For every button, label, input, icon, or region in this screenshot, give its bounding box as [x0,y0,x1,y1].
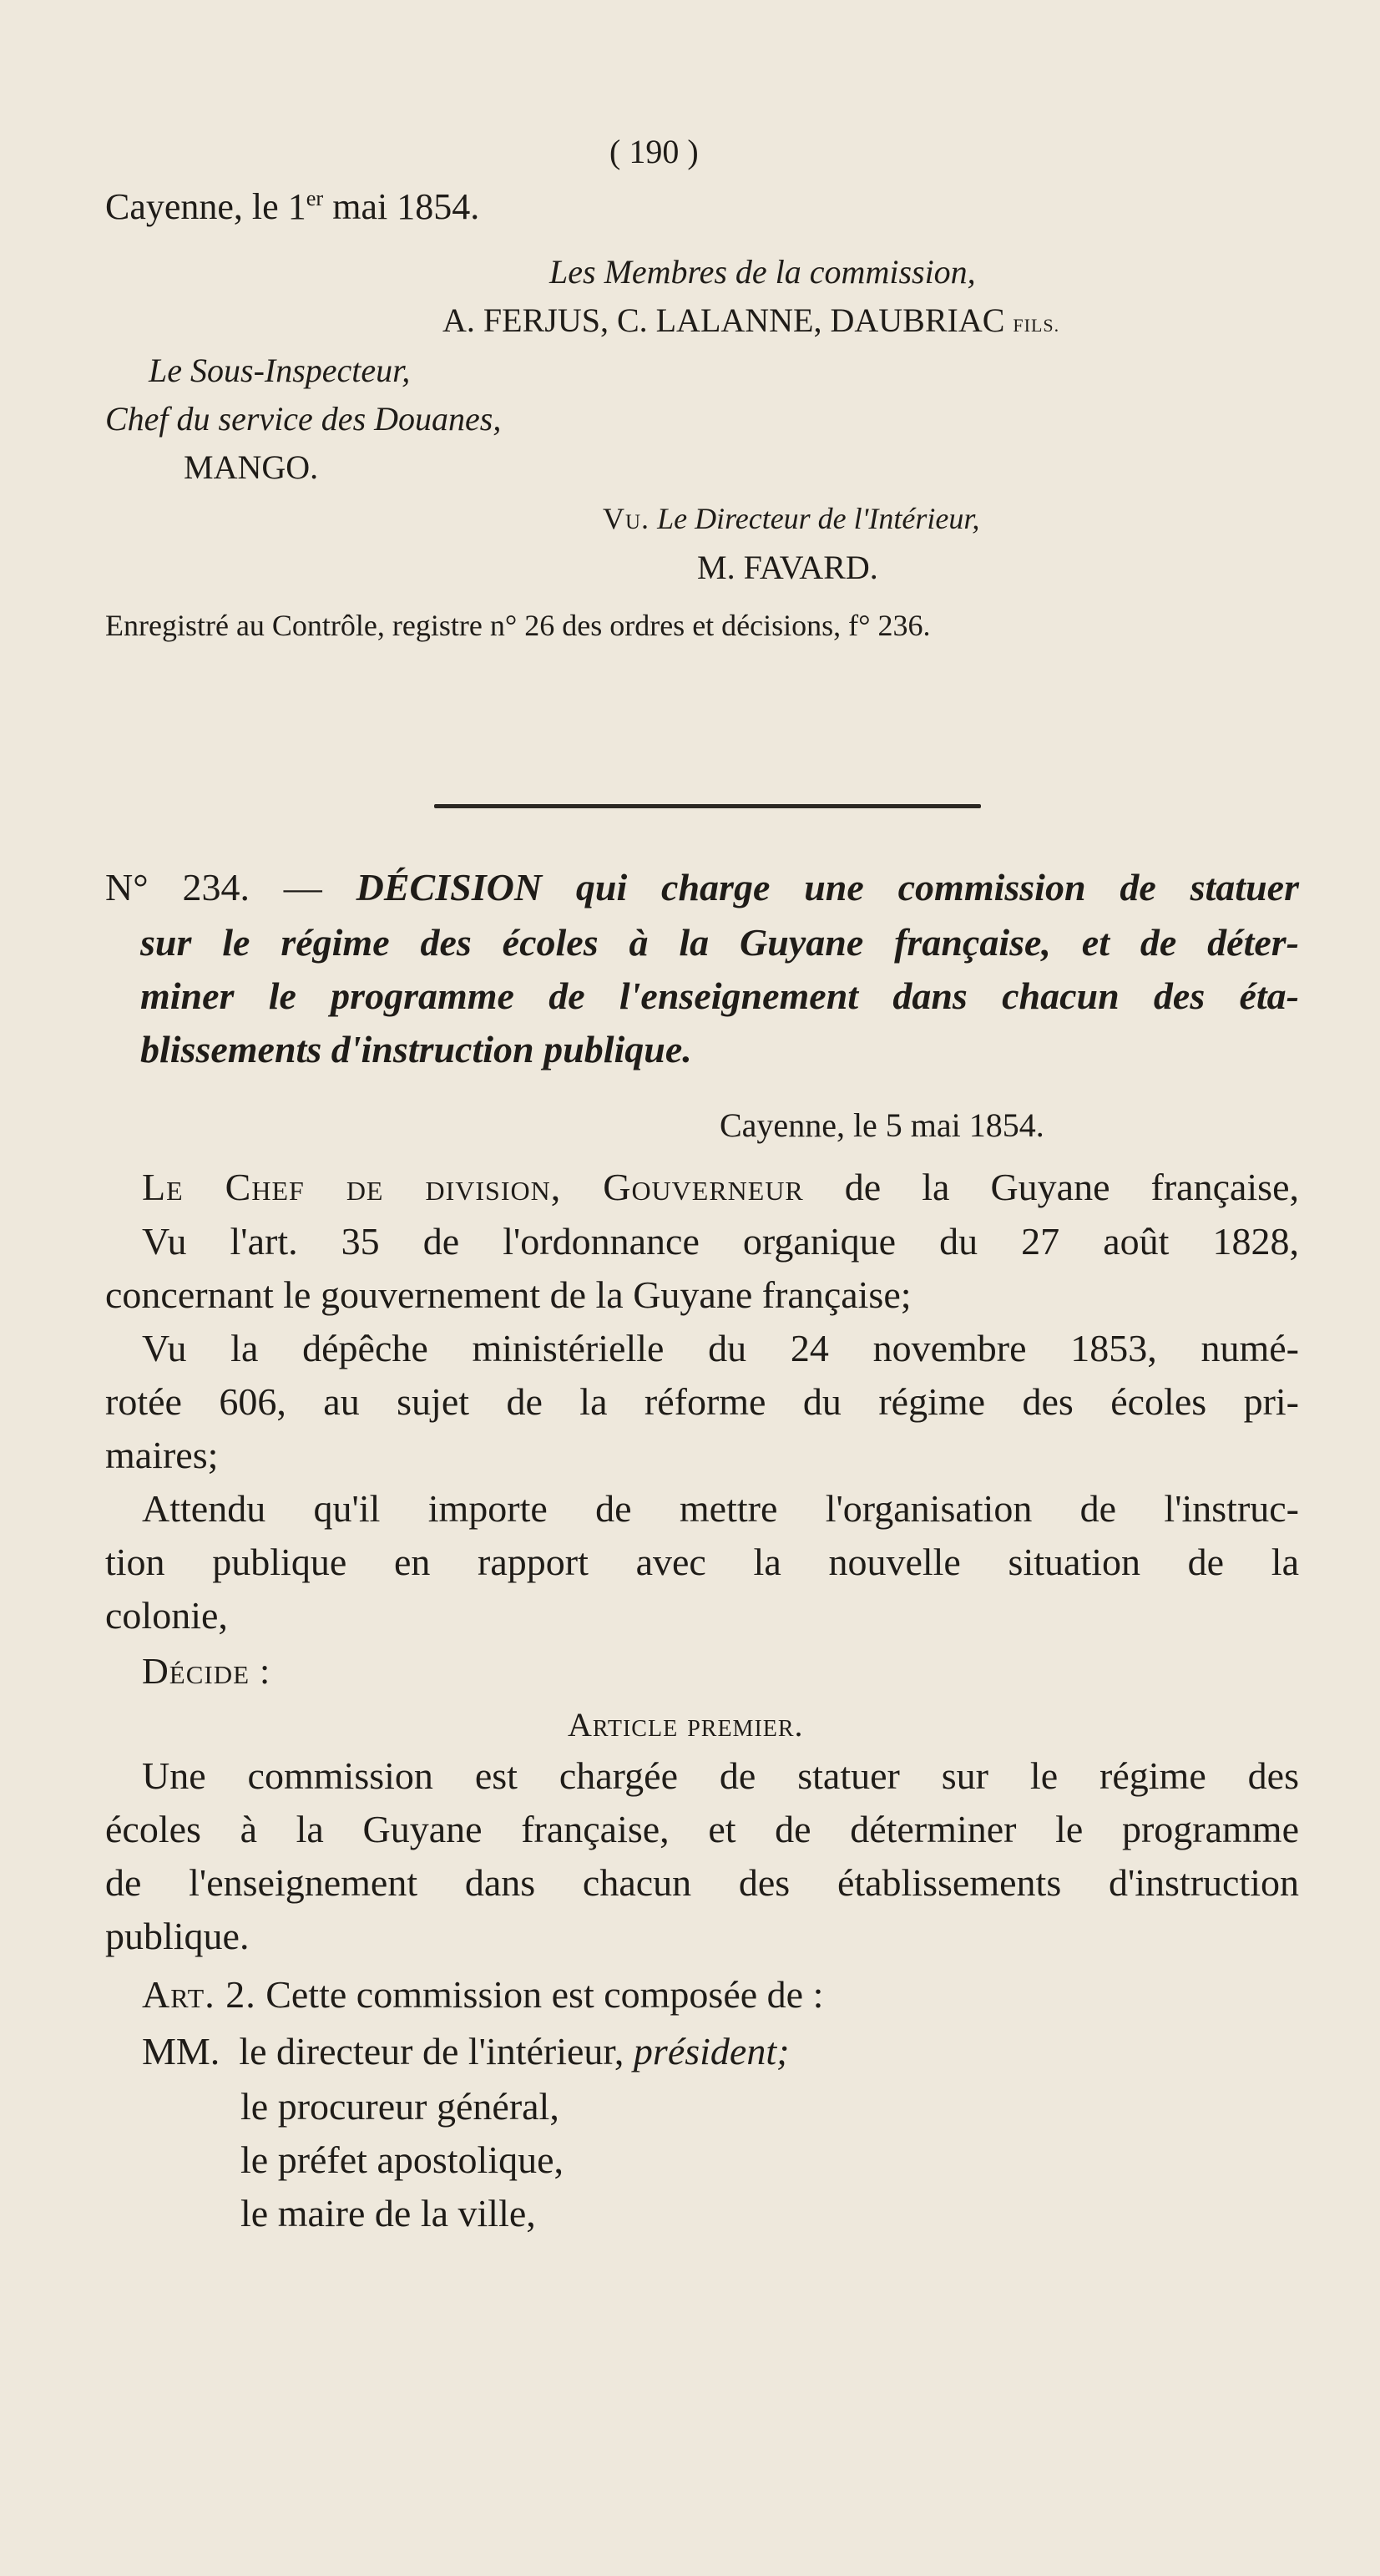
member-2: le procureur général, [240,2085,559,2128]
decision-title-line-3: miner le programme de l'enseignement dans chacun des éta- [140,974,1299,1017]
sous-inspecteur-role: Chef du service des Douanes, [105,400,502,438]
intro-line: Le Chef de division, Gouverneur de la Guyane française, [142,1166,1299,1208]
decision-title-line-2: sur le régime des écoles à la Guyane française, et de déter- [140,921,1299,964]
vu1-line-1: Vu l'art. 35 de l'ordonnance organique du 27 août 1828, [142,1220,1299,1263]
art1-line-4: publique. [105,1915,250,1957]
vu-line: Vu. Le Directeur de l'Intérieur, [603,502,980,535]
member-4: le maire de la ville, [240,2192,536,2234]
decision-title-line-1: N° 234. — DÉCISION qui charge une commission de statuer [105,866,1299,908]
signature-place-date: Cayenne, le 1er mai 1854. [105,185,480,227]
decide-label: Décide : [142,1651,271,1692]
section-divider [434,804,981,808]
art2-line: Art. 2. Cette commission est composée de : [142,1973,824,2016]
page-number: ( 190 ) [609,133,699,170]
sous-inspecteur-name: MANGO. [184,448,319,486]
art1-line-1: Une commission est chargée de statuer sur le régime des [142,1754,1299,1797]
vu2-line-3: maires; [105,1434,219,1476]
vu-name: M. FAVARD. [697,549,878,586]
decision-place-date: Cayenne, le 5 mai 1854. [720,1106,1044,1144]
members-names: A. FERJUS, C. LALANNE, DAUBRIAC FILS. [442,301,1060,339]
attendu-line-2: tion publique en rapport avec la nouvelle situation de la [105,1541,1299,1583]
art1-line-3: de l'enseignement dans chacun des établissements d'instruction [105,1861,1299,1904]
members-heading: Les Membres de la commission, [549,253,976,291]
attendu-line-1: Attendu qu'il importe de mettre l'organisation de l'instruc- [142,1487,1299,1530]
vu2-line-2: rotée 606, au sujet de la réforme du régime des écoles pri- [105,1380,1299,1423]
art1-line-2: écoles à la Guyane française, et de déterminer le programme [105,1808,1299,1850]
sous-inspecteur-title: Le Sous-Inspecteur, [149,352,411,389]
registration-line: Enregistré au Contrôle, registre n° 26 des ordres et décisions, f° 236. [105,609,931,642]
attendu-line-3: colonie, [105,1594,228,1637]
member-1: MM. le directeur de l'intérieur, président; [142,2030,790,2072]
vu2-line-1: Vu la dépêche ministérielle du 24 novembre 1853, numé- [142,1327,1299,1369]
vu1-line-2: concernant le gouvernement de la Guyane française; [105,1273,912,1316]
article-premier-heading: Article premier. [568,1706,804,1743]
decision-title-line-4: blissements d'instruction publique. [140,1028,692,1070]
member-3: le préfet apostolique, [240,2138,564,2181]
